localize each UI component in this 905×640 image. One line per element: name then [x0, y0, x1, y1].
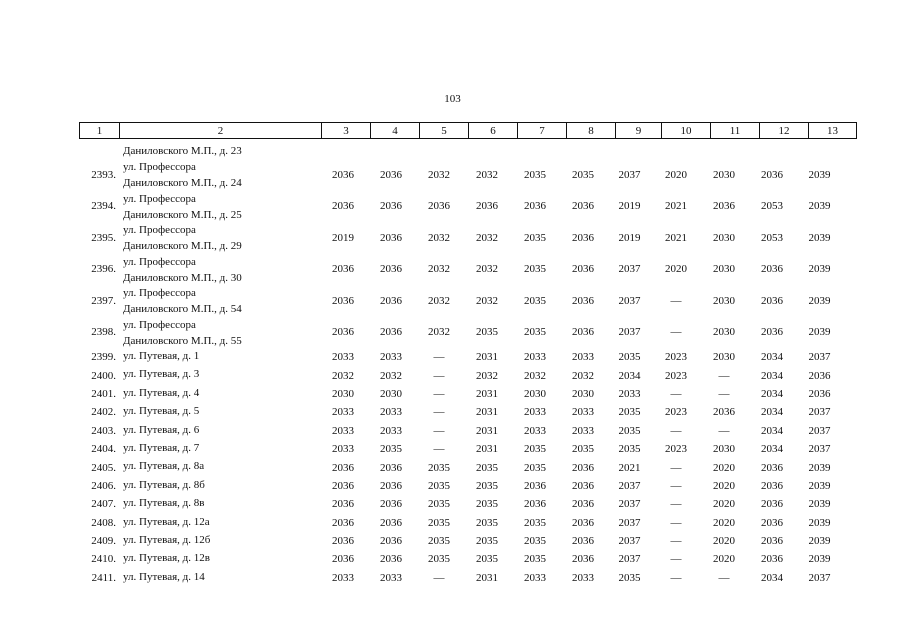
address: ул. Путевая, д. 7 [123, 441, 200, 454]
year-cell-col-4: 2033 [380, 406, 402, 419]
year-cell-col-7: 2035 [524, 231, 546, 244]
address: ул. Путевая, д. 1 [123, 350, 200, 362]
year-cell-col-7: 2035 [524, 326, 546, 339]
year-cell-col-13: 2037 [808, 351, 831, 364]
year-cell-col-10: 2023 [665, 406, 687, 419]
year-cell-col-9: 2034 [618, 369, 641, 382]
year-cell-col-4: 2033 [380, 571, 402, 584]
year-cell-col-12: 2036 [761, 461, 783, 474]
column-header-row [79, 122, 857, 139]
year-cell-col-8: 2036 [572, 553, 594, 566]
address: ул. Путевая, д. 3 [123, 368, 200, 381]
address: ул. Путевая, д. 8а [123, 460, 205, 473]
year-cell-col-12: 2036 [761, 498, 783, 511]
year-cell-col-5: 2035 [428, 461, 450, 474]
year-cell-col-6: 2031 [476, 443, 498, 456]
table-row [79, 348, 847, 366]
address: ул. Путевая, д. 14 [123, 570, 205, 583]
year-cell-col-7: 2035 [524, 516, 546, 529]
year-cell-col-9: 2037 [618, 479, 641, 492]
year-cell-col-10: — [670, 294, 682, 307]
row-number: 2399. [91, 351, 116, 364]
year-cell-col-10: — [670, 479, 682, 492]
table-row [79, 495, 847, 513]
year-cell-col-11: 2030 [713, 231, 735, 244]
address: ул. Профессора Даниловского М.П., д. 29 [123, 224, 242, 252]
year-cell-col-5: — [433, 424, 445, 437]
address: ул. Профессора Даниловского М.П., д. 54 [123, 287, 242, 315]
year-cell-col-7: 2033 [524, 351, 546, 364]
year-cell-col-8: 2036 [572, 294, 594, 307]
column-header-8: 8 [567, 123, 616, 139]
year-cell-col-6: 2035 [476, 535, 498, 548]
year-cell-col-7: 2033 [524, 424, 546, 437]
year-cell-col-11: 2036 [713, 200, 735, 213]
year-cell-col-10: — [670, 424, 682, 437]
year-cell-col-13: 2039 [808, 553, 831, 566]
column-header-1: 1 [80, 123, 120, 139]
year-cell-col-9: 2035 [618, 351, 641, 364]
year-cell-col-3: 2033 [332, 424, 354, 437]
year-cell-col-6: 2036 [476, 200, 498, 213]
address: ул. Профессора Даниловского М.П., д. 24 [123, 161, 242, 189]
year-cell-col-3: 2030 [332, 387, 354, 400]
year-cell-col-4: 2036 [380, 168, 402, 181]
column-header-12: 12 [760, 123, 809, 139]
year-cell-col-11: — [718, 387, 730, 400]
year-cell-col-5: — [433, 351, 445, 364]
year-cell-col-6: 2031 [476, 387, 498, 400]
year-cell-col-13: 2039 [808, 498, 831, 511]
year-cell-col-6: 2031 [476, 571, 498, 584]
table-row [79, 159, 847, 191]
year-cell-col-8: 2033 [572, 351, 594, 364]
year-cell-col-13: 2039 [808, 535, 831, 548]
year-cell-col-9: 2035 [618, 443, 641, 456]
year-cell-col-3: 2036 [332, 498, 354, 511]
year-cell-col-8: 2036 [572, 535, 594, 548]
row-number: 2398. [91, 326, 116, 339]
year-cell-col-12: 2036 [761, 326, 783, 339]
year-cell-col-12: 2036 [761, 535, 783, 548]
row-number: 2410. [91, 553, 116, 566]
table-row [79, 254, 847, 286]
row-number: 2403. [91, 424, 116, 437]
year-cell-col-9: 2037 [618, 263, 641, 276]
address: ул. Путевая, д. 8б [123, 478, 205, 491]
year-cell-col-5: 2035 [428, 553, 450, 566]
year-cell-col-6: 2035 [476, 479, 498, 492]
year-cell-col-3: 2033 [332, 406, 354, 419]
year-cell-col-12: 2034 [761, 443, 783, 456]
year-cell-col-11: 2020 [713, 535, 735, 548]
year-cell-col-4: 2036 [380, 231, 402, 244]
year-cell-col-10: 2020 [665, 168, 687, 181]
year-cell-col-9: 2021 [618, 461, 641, 474]
column-header-6: 6 [469, 123, 518, 139]
year-cell-col-4: 2036 [380, 479, 402, 492]
year-cell-col-5: 2032 [428, 231, 450, 244]
address: ул. Путевая, д. 6 [123, 423, 200, 436]
year-cell-col-9: 2037 [618, 498, 641, 511]
year-cell-col-7: 2036 [524, 498, 546, 511]
year-cell-col-12: 2034 [761, 387, 783, 400]
year-cell-col-4: 2036 [380, 200, 402, 213]
year-cell-col-4: 2036 [380, 326, 402, 339]
row-number: 2405. [91, 461, 116, 474]
year-cell-col-11: 2030 [713, 263, 735, 276]
year-cell-col-5: 2032 [428, 168, 450, 181]
year-cell-col-13: 2037 [808, 406, 831, 419]
row-number: 2407. [91, 498, 116, 511]
year-cell-col-10: 2021 [665, 231, 687, 244]
year-cell-col-13: 2037 [808, 571, 831, 584]
year-cell-col-12: 2036 [761, 294, 783, 307]
year-cell-col-11: 2030 [713, 294, 735, 307]
table-row [79, 440, 847, 458]
year-cell-col-11: 2020 [713, 516, 735, 529]
year-cell-col-9: 2019 [618, 200, 641, 213]
row-number: 2396. [91, 263, 116, 276]
year-cell-col-6: 2032 [476, 231, 498, 244]
year-cell-col-7: 2033 [524, 571, 546, 584]
table-row [79, 532, 847, 550]
column-header-11: 11 [711, 123, 760, 139]
year-cell-col-9: 2035 [618, 571, 641, 584]
year-cell-col-10: 2023 [665, 369, 687, 382]
year-cell-col-8: 2036 [572, 200, 594, 213]
year-cell-col-13: 2039 [808, 461, 831, 474]
year-cell-col-5: — [433, 406, 445, 419]
year-cell-col-4: 2030 [380, 387, 402, 400]
page-number: 103 [444, 93, 461, 105]
address: ул. Путевая, д. 12а [123, 515, 210, 528]
year-cell-col-10: — [670, 535, 682, 548]
year-cell-col-10: 2020 [665, 263, 687, 276]
row-number: 2408. [91, 516, 116, 529]
year-cell-col-4: 2035 [380, 443, 402, 456]
year-cell-col-6: 2035 [476, 553, 498, 566]
address: ул. Путевая, д. 8в [123, 497, 205, 510]
year-cell-col-10: 2021 [665, 200, 687, 213]
table-row [79, 222, 847, 254]
year-cell-col-10: — [670, 326, 682, 339]
year-cell-col-13: 2039 [808, 168, 831, 181]
year-cell-col-8: 2036 [572, 498, 594, 511]
year-cell-col-3: 2036 [332, 200, 354, 213]
year-cell-col-10: — [670, 387, 682, 400]
year-cell-col-8: 2036 [572, 263, 594, 276]
year-cell-col-3: 2036 [332, 479, 354, 492]
year-cell-col-7: 2035 [524, 461, 546, 474]
year-cell-col-5: 2035 [428, 498, 450, 511]
address: ул. Путевая, д. 5 [123, 405, 200, 418]
table-row [79, 514, 847, 532]
address: ул. Путевая, д. 12б [123, 533, 211, 546]
year-cell-col-11: 2020 [713, 461, 735, 474]
year-cell-col-13: 2039 [808, 326, 831, 339]
column-header-13: 13 [809, 123, 857, 139]
year-cell-col-5: 2035 [428, 516, 450, 529]
year-cell-col-4: 2033 [380, 351, 402, 364]
year-cell-col-13: 2039 [808, 231, 831, 244]
year-cell-col-4: 2032 [380, 369, 402, 382]
year-cell-col-12: 2034 [761, 424, 783, 437]
table-row [79, 458, 847, 476]
year-cell-col-3: 2036 [332, 553, 354, 566]
year-cell-col-12: 2036 [761, 479, 783, 492]
year-cell-col-7: 2032 [524, 369, 546, 382]
address: ул. Путевая, д. 4 [123, 386, 200, 399]
year-cell-col-3: 2033 [332, 443, 354, 456]
year-cell-col-4: 2036 [380, 294, 402, 307]
year-cell-col-9: 2035 [618, 406, 641, 419]
year-cell-col-9: 2037 [618, 326, 641, 339]
year-cell-col-9: 2037 [618, 535, 641, 548]
year-cell-col-3: 2033 [332, 571, 354, 584]
year-cell-col-9: 2019 [618, 231, 641, 244]
year-cell-col-13: 2039 [808, 263, 831, 276]
year-cell-col-13: 2037 [808, 443, 831, 456]
table-row [79, 550, 847, 568]
address: ул. Профессора Даниловского М.П., д. 30 [123, 255, 242, 284]
year-cell-col-4: 2036 [380, 553, 402, 566]
year-cell-col-3: 2033 [332, 351, 354, 364]
year-cell-col-6: 2031 [476, 406, 498, 419]
year-cell-col-5: — [433, 387, 445, 400]
year-cell-col-12: 2053 [761, 200, 783, 213]
year-cell-col-12: 2034 [761, 369, 783, 382]
year-cell-col-10: — [670, 553, 682, 566]
year-cell-col-8: 2036 [572, 461, 594, 474]
year-cell-col-11: 2030 [713, 443, 735, 456]
year-cell-col-4: 2036 [380, 498, 402, 511]
row-number: 2406. [91, 479, 116, 492]
table-row [79, 403, 847, 421]
year-cell-col-13: 2036 [808, 369, 831, 382]
year-cell-col-10: 2023 [665, 351, 687, 364]
row-number: 2404. [91, 443, 116, 456]
year-cell-col-3: 2036 [332, 326, 354, 339]
year-cell-col-6: 2032 [476, 168, 498, 181]
continued-address: Даниловского М.П., д. 23 [123, 145, 242, 157]
year-cell-col-4: 2036 [380, 263, 402, 276]
row-number: 2411. [91, 571, 116, 584]
year-cell-col-11: 2036 [713, 406, 735, 419]
year-cell-col-12: 2034 [761, 571, 783, 584]
year-cell-col-6: 2031 [476, 424, 498, 437]
year-cell-col-9: 2037 [618, 294, 641, 307]
column-header-4: 4 [371, 123, 420, 139]
year-cell-col-6: 2032 [476, 263, 498, 276]
year-cell-col-3: 2036 [332, 516, 354, 529]
year-cell-col-8: 2035 [572, 168, 594, 181]
year-cell-col-7: 2035 [524, 294, 546, 307]
year-cell-col-4: 2036 [380, 535, 402, 548]
year-cell-col-8: 2033 [572, 406, 594, 419]
column-header-7: 7 [518, 123, 567, 139]
table-body [79, 143, 847, 587]
year-cell-col-11: — [718, 571, 730, 584]
year-cell-col-8: 2033 [572, 424, 594, 437]
year-cell-col-8: 2036 [572, 516, 594, 529]
year-cell-col-13: 2039 [808, 200, 831, 213]
year-cell-col-13: 2039 [808, 479, 831, 492]
year-cell-col-7: 2035 [524, 168, 546, 181]
column-header-10: 10 [662, 123, 711, 139]
table-row [79, 477, 847, 495]
year-cell-col-13: 2039 [808, 294, 831, 307]
table-row [79, 366, 847, 384]
year-cell-col-11: 2020 [713, 553, 735, 566]
year-cell-col-8: 2036 [572, 231, 594, 244]
year-cell-col-13: 2039 [808, 516, 831, 529]
year-cell-col-12: 2036 [761, 553, 783, 566]
year-cell-col-3: 2036 [332, 263, 354, 276]
year-cell-col-11: 2030 [713, 326, 735, 339]
year-cell-col-6: 2031 [476, 351, 498, 364]
year-cell-col-3: 2019 [332, 231, 354, 244]
year-cell-col-5: 2032 [428, 294, 450, 307]
table-row [79, 285, 847, 317]
year-cell-col-5: 2032 [428, 326, 450, 339]
year-cell-col-7: 2035 [524, 443, 546, 456]
row-number: 2409. [91, 535, 116, 548]
table-row [79, 385, 847, 403]
address: ул. Путевая, д. 12в [123, 552, 210, 565]
year-cell-col-5: — [433, 443, 445, 456]
year-cell-col-5: — [433, 369, 445, 382]
year-cell-col-10: — [670, 498, 682, 511]
year-cell-col-6: 2032 [476, 294, 498, 307]
year-cell-col-7: 2030 [524, 387, 546, 400]
year-cell-col-10: 2023 [665, 443, 687, 456]
year-cell-col-9: 2037 [618, 516, 641, 529]
year-cell-col-5: 2035 [428, 535, 450, 548]
year-cell-col-6: 2035 [476, 326, 498, 339]
year-cell-col-12: 2053 [761, 231, 783, 244]
row-number: 2393. [91, 168, 116, 181]
year-cell-col-5: 2036 [428, 200, 450, 213]
year-cell-col-6: 2032 [476, 369, 498, 382]
address: ул. Профессора Даниловского М.П., д. 55 [123, 318, 242, 347]
year-cell-col-9: 2037 [618, 168, 641, 181]
year-cell-col-12: 2034 [761, 406, 783, 419]
year-cell-col-8: 2033 [572, 571, 594, 584]
year-cell-col-13: 2036 [808, 387, 831, 400]
year-cell-col-3: 2036 [332, 535, 354, 548]
row-number: 2400. [91, 369, 116, 382]
year-cell-col-9: 2033 [618, 387, 641, 400]
year-cell-col-7: 2035 [524, 553, 546, 566]
row-number: 2395. [91, 231, 116, 244]
address: ул. Профессора Даниловского М.П., д. 25 [123, 192, 242, 221]
year-cell-col-4: 2036 [380, 461, 402, 474]
year-cell-col-12: 2034 [761, 351, 783, 364]
year-cell-col-11: 2020 [713, 479, 735, 492]
year-cell-col-3: 2036 [332, 168, 354, 181]
year-cell-col-8: 2036 [572, 479, 594, 492]
year-cell-col-9: 2037 [618, 553, 641, 566]
year-cell-col-11: — [718, 424, 730, 437]
column-header-9: 9 [616, 123, 662, 139]
year-cell-col-4: 2036 [380, 516, 402, 529]
year-cell-col-3: 2036 [332, 294, 354, 307]
table-row [79, 569, 847, 587]
year-cell-col-7: 2036 [524, 479, 546, 492]
year-cell-col-12: 2036 [761, 168, 783, 181]
year-cell-col-13: 2037 [808, 424, 831, 437]
column-header-5: 5 [420, 123, 469, 139]
row-number: 2394. [91, 200, 116, 213]
year-cell-col-7: 2035 [524, 263, 546, 276]
year-cell-col-8: 2035 [572, 443, 594, 456]
year-cell-col-10: — [670, 516, 682, 529]
year-cell-col-8: 2036 [572, 326, 594, 339]
year-cell-col-6: 2035 [476, 461, 498, 474]
row-number: 2397. [91, 294, 116, 307]
year-cell-col-7: 2036 [524, 200, 546, 213]
year-cell-col-8: 2030 [572, 387, 594, 400]
year-cell-col-9: 2035 [618, 424, 641, 437]
year-cell-col-4: 2033 [380, 424, 402, 437]
year-cell-col-8: 2032 [572, 369, 594, 382]
year-cell-col-7: 2035 [524, 535, 546, 548]
row-number: 2402. [91, 406, 116, 419]
year-cell-col-12: 2036 [761, 516, 783, 529]
year-cell-col-10: — [670, 461, 682, 474]
year-cell-col-11: 2030 [713, 351, 735, 364]
year-cell-col-11: 2020 [713, 498, 735, 511]
row-number: 2401. [91, 387, 116, 400]
year-cell-col-11: 2030 [713, 168, 735, 181]
year-cell-col-6: 2035 [476, 516, 498, 529]
year-cell-col-5: — [433, 571, 445, 584]
column-header-3: 3 [322, 123, 371, 139]
column-header-2: 2 [120, 123, 322, 139]
year-cell-col-5: 2035 [428, 479, 450, 492]
year-cell-col-7: 2033 [524, 406, 546, 419]
year-cell-col-10: — [670, 571, 682, 584]
table-row [79, 422, 847, 440]
year-cell-col-5: 2032 [428, 263, 450, 276]
table-row [79, 317, 847, 349]
year-cell-col-6: 2035 [476, 498, 498, 511]
year-cell-col-11: — [718, 369, 730, 382]
year-cell-col-12: 2036 [761, 263, 783, 276]
year-cell-col-3: 2032 [332, 369, 354, 382]
year-cell-col-3: 2036 [332, 461, 354, 474]
table-row [79, 191, 847, 223]
